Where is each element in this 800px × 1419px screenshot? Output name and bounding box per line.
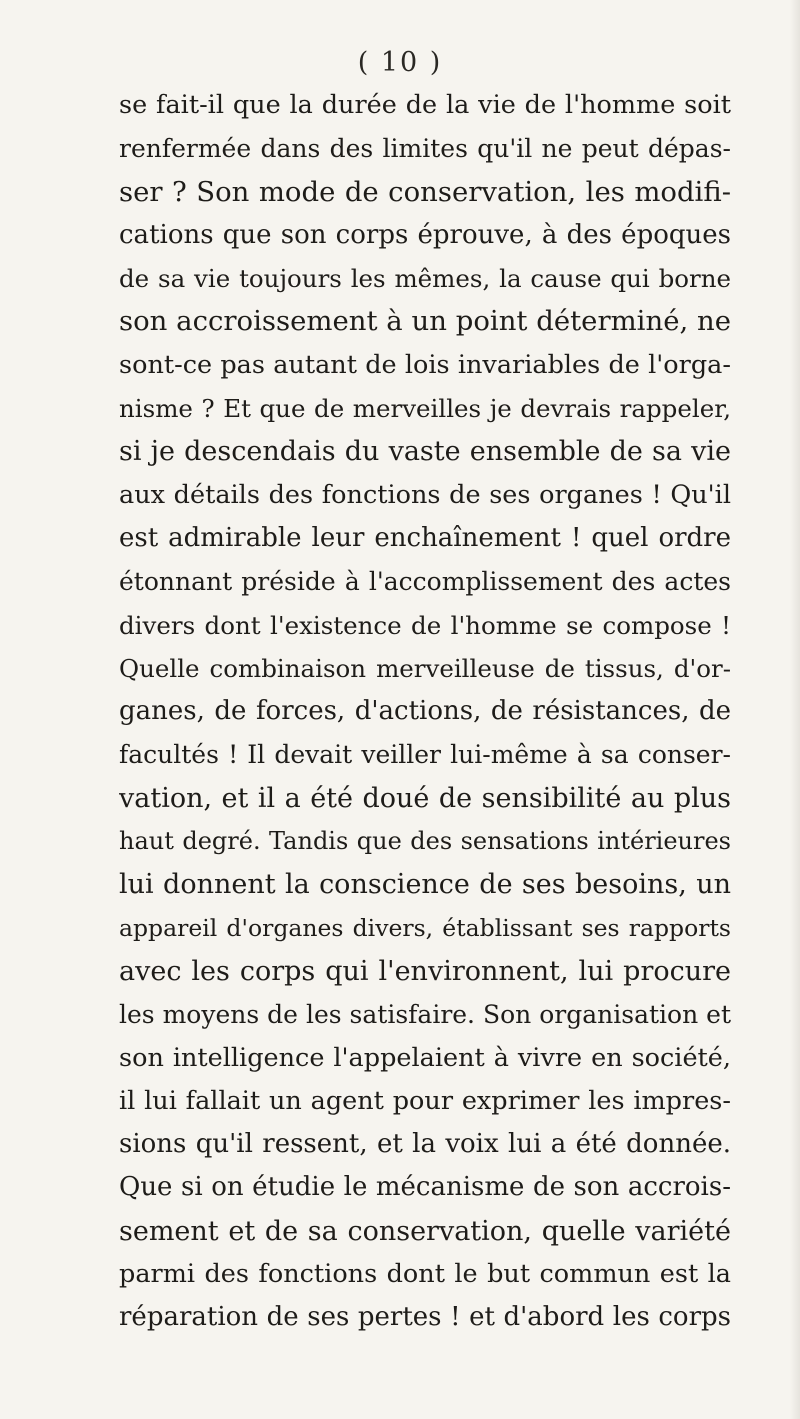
body-text — [119, 84, 731, 1340]
text-line: si je descendais du vaste ensemble de sa vie — [119, 436, 731, 468]
text-line: est admirable leur enchaînement ! quel ordre — [119, 522, 731, 553]
text-line: étonnant préside à l'accomplissement des actes — [119, 567, 731, 597]
text-line: ganes, de forces, d'actions, de résistances, de — [119, 696, 731, 727]
text-line: lui donnent la conscience de ses besoins, un — [119, 869, 731, 901]
text-line: haut degré. Tandis que des sensations intérieures — [119, 827, 731, 856]
text-line: sont-ce pas autant de lois invariables de l'orga- — [119, 349, 731, 380]
text-line: Quelle combinaison merveilleuse de tissus, d'or- — [119, 653, 731, 683]
text-line: il lui fallait un agent pour exprimer les impres- — [119, 1085, 731, 1116]
text-line: divers dont l'existence de l'homme se compose ! — [119, 610, 731, 640]
text-line: ser ? Son mode de conservation, les modifi- — [119, 175, 731, 208]
text-line: avec les corps qui l'environnent, lui procure — [119, 955, 731, 987]
text-line: facultés ! Il devait veiller lui-même à sa conser- — [119, 740, 731, 770]
page-number: ( 10 ) — [357, 47, 443, 78]
text-line: sions qu'il ressent, et la voix lui a été donnée. — [119, 1129, 731, 1160]
text-line: les moyens de les satisfaire. Son organisation et — [119, 1000, 731, 1030]
text-line: aux détails des fonctions de ses organes ! Qu'il — [119, 479, 731, 510]
text-line: de sa vie toujours les mêmes, la cause qui borne — [119, 264, 731, 294]
text-line: parmi des fonctions dont le but commun est la — [119, 1259, 731, 1290]
text-line: cations que son corps éprouve, à des époques — [119, 219, 731, 250]
text-line: renfermée dans des limites qu'il ne peut dépas- — [119, 134, 731, 164]
page-edge-shadow — [790, 0, 800, 1419]
text-line: son accroissement à un point déterminé, ne — [119, 305, 731, 338]
text-line: se fait-il que la durée de la vie de l'homme soit — [119, 90, 731, 120]
text-line: nisme ? Et que de merveilles je devrais rappeler, — [119, 394, 731, 424]
text-line: Que si on étudie le mécanisme de son accrois- — [119, 1172, 731, 1203]
text-line: réparation de ses pertes ! et d'abord les corps — [119, 1302, 731, 1333]
text-line: son intelligence l'appelaient à vivre en société, — [119, 1042, 731, 1073]
text-line: appareil d'organes divers, établissant ses rapports — [119, 913, 731, 942]
text-line: sement et de sa conservation, quelle variété — [119, 1215, 731, 1247]
text-line: vation, et il a été doué de sensibilité au plus — [119, 782, 731, 814]
